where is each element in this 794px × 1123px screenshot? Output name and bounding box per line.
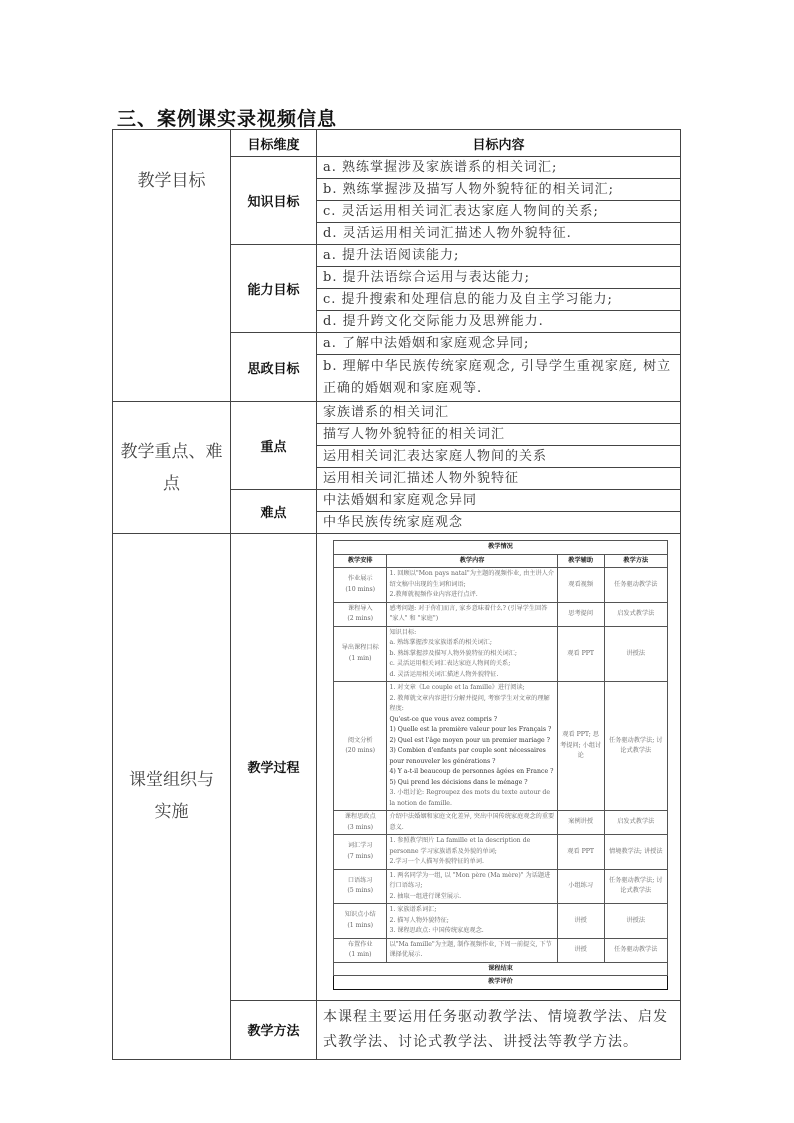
content-line: a. 熟练掌握涉及家族谱系的相关词汇; (389, 639, 492, 646)
process-row-item (334, 938, 668, 962)
content-line: 2.学习一个人描写外貌特征的单词. (389, 858, 484, 865)
arrangement-name: 阅文分析 (347, 736, 373, 744)
arrangement-time: (1 min) (348, 951, 372, 958)
teaching-evaluation: 教学评价 (334, 976, 668, 990)
content-line: 1. 对文章《Le couple et la famille》进行阅读; (389, 684, 525, 691)
header-dimension: 目标维度 (231, 130, 317, 157)
arrangement-time: (7 mins) (347, 852, 374, 860)
goal-item: a. 提升法语阅读能力; (317, 245, 681, 267)
aid-cell: 观看视频 (557, 568, 604, 603)
process-row-item (334, 904, 668, 939)
process-title-row (334, 541, 668, 555)
content-line: d. 灵活运用相关词汇描述人物外貌特征. (389, 670, 499, 678)
footer-row (334, 962, 668, 976)
arrangement-name: 导出课程目标 (341, 644, 379, 652)
goal-item: c. 提升搜索和处理信息的能力及自主学习能力; (317, 289, 681, 311)
content-cell (387, 682, 557, 811)
goal-dimension: 知识目标 (231, 157, 317, 245)
goal-item: b. 提升法语综合运用与表达能力; (317, 267, 681, 289)
content-line: 2. 抽取一组进行课堂展示. (389, 892, 462, 900)
key-points-label: 教学重点、难点 (113, 402, 231, 534)
content-line: 感考问题: 对于你们而言, 家乡意味着什么? (引导学生回答 "家人" 和 "家庭") (389, 604, 548, 622)
content-cell (387, 811, 557, 835)
goal-item: a. 熟练掌握涉及家族谱系的相关词汇; (317, 157, 681, 179)
aid-cell: 案例讲授 (557, 811, 604, 835)
content-line: 1) Quelle est la première valeur pour les Français ? (389, 726, 552, 733)
method-cell: 讲授法 (604, 904, 667, 939)
aid-cell: 观看 PPT; 思考提问; 小组讨论 (557, 682, 604, 811)
arrangement-cell (334, 869, 387, 904)
process-row-item (334, 811, 668, 835)
process-table (333, 540, 668, 990)
content-line: 4) Y a-t-il beaucoup de personnes âgées en France ? (389, 768, 554, 775)
footer-row (334, 976, 668, 990)
process-row-item (334, 568, 668, 603)
arrangement-name: 口语练习 (347, 876, 373, 884)
content-cell (387, 869, 557, 904)
content-line: b. 熟练掌握涉及描写人物外貌特征的相关词汇; (389, 649, 517, 657)
goals-label-cell (113, 130, 231, 157)
content-line: 1. 参照教学图片 La famille et la description de personne 学习家族谱系及外貌的单词; (389, 837, 531, 855)
goal-item: d. 灵活运用相关词汇描述人物外貌特征. (317, 223, 681, 245)
arrangement-cell (334, 938, 387, 962)
arrangement-name: 作业展示 (347, 575, 373, 583)
arrangement-cell (334, 602, 387, 626)
keypoint-item: 中华民族传统家庭观念 (317, 512, 681, 534)
method-cell: 启发式教学法 (604, 811, 667, 835)
keypoint-item: 运用相关词汇表达家庭人物间的关系 (317, 446, 681, 468)
aid-cell: 思考提问 (557, 602, 604, 626)
content-line: 2. 教师就文章内容进行分解并提问, 考察学生对文章的理解程度: (389, 694, 550, 712)
keypoint-item: 家族谱系的相关词汇 (317, 402, 681, 424)
keypoint-item: 描写人物外貌特征的相关词汇 (317, 424, 681, 446)
aid-cell: 观看 PPT (557, 626, 604, 682)
arrangement-time: (3 mins) (347, 823, 374, 831)
process-column-header: 教学内容 (387, 554, 557, 568)
content-line: 3. 课程思政点: 中国传统家庭观念. (389, 927, 484, 934)
content-line: 1. 回顾以"Mon pays natal"为主题的视频作业, 由主讲人介绍文稿中出现的生词和词语; (389, 570, 555, 588)
content-line: 5) Qui prend les décisions dans le ménage ? (389, 778, 528, 786)
classroom-label: 课堂组织与实施 (113, 534, 231, 1060)
aid-cell: 讲授 (557, 904, 604, 939)
content-cell (387, 904, 557, 939)
course-end: 课程结束 (334, 962, 668, 976)
keypoint-dimension: 难点 (231, 490, 317, 534)
process-header-row (334, 554, 668, 568)
goal-item: d. 提升跨文化交际能力及思辨能力. (317, 311, 681, 333)
process-column-header: 教学方法 (604, 554, 667, 568)
arrangement-cell (334, 682, 387, 811)
aid-cell: 观看 PPT (557, 835, 604, 870)
keypoint-dimension: 重点 (231, 402, 317, 490)
header-content: 目标内容 (317, 130, 681, 157)
arrangement-name: 课程导入 (347, 604, 373, 612)
content-line: 2.教师就视频作业内容进行点评. (389, 591, 478, 598)
goal-item: a. 了解中法婚姻和家庭观念异同; (317, 333, 681, 355)
arrangement-name: 课程思政点 (344, 813, 376, 820)
process-row-item (334, 869, 668, 904)
content-line: 介绍中法婚姻和家庭文化差异, 突出中国传统家庭观念的重要意义. (389, 813, 555, 831)
process-row-item (334, 682, 668, 811)
process-column-header: 教学安排 (334, 554, 387, 568)
method-cell: 任务驱动教学法 (604, 938, 667, 962)
arrangement-time: (10 mins) (345, 585, 376, 593)
case-info-table (112, 129, 681, 1060)
keypoint-item: 运用相关词汇描述人物外貌特征 (317, 468, 681, 490)
content-line: c. 灵活运用相关词汇表达家庭人物间的关系; (389, 660, 511, 667)
arrangement-cell (334, 626, 387, 682)
content-line: 2) Quel est l'âge moyen pour un premier mariage ? (389, 736, 551, 744)
arrangement-time: (2 mins) (347, 615, 374, 622)
method-cell: 讲授法 (604, 626, 667, 682)
arrangement-name: 布置作业 (347, 940, 373, 948)
section-title: 三、案例课实录视频信息 (117, 108, 338, 130)
process-label: 教学过程 (231, 534, 317, 1001)
method-label: 教学方法 (231, 1000, 317, 1059)
goal-item: b. 熟练掌握涉及描写人物外貌特征的相关词汇; (317, 179, 681, 201)
method-cell: 任务驱动教学法 (604, 568, 667, 603)
content-line: 1. 家族谱系词汇; (389, 906, 437, 913)
content-cell (387, 626, 557, 682)
content-cell (387, 602, 557, 626)
goal-dimension: 思政目标 (231, 333, 317, 402)
content-line: 以"Ma famille"为主题, 制作视频作业, 下周一前提交, 下节课择优展示. (389, 940, 552, 958)
arrangement-time: (5 mins) (347, 887, 374, 895)
content-line: Qu'est-ce que vous avez compris ? (389, 715, 498, 723)
arrangement-time: (1 mins) (347, 921, 374, 929)
method-cell: 启发式教学法 (604, 602, 667, 626)
goal-item: c. 灵活运用相关词汇表达家庭人物间的关系; (317, 201, 681, 223)
goal-row (113, 157, 681, 179)
content-line: 1. 两名同学为一组, 以 "Mon père (Ma mère)" 为话题进行口语练习; (389, 871, 551, 889)
arrangement-time: (1 min) (348, 654, 372, 662)
method-cell: 任务驱动教学法; 讨论式教学法 (604, 682, 667, 811)
process-row-item (334, 835, 668, 870)
process-table-title: 教学情况 (334, 541, 668, 555)
aid-cell: 讲授 (557, 938, 604, 962)
header-row (113, 130, 681, 157)
arrangement-name: 知识点小结 (344, 911, 376, 919)
content-line: 2. 描写人物外貌特征; (389, 916, 449, 924)
method-cell: 任务驱动教学法; 讨论式教学法 (604, 869, 667, 904)
goal-dimension: 能力目标 (231, 245, 317, 333)
process-row-item (334, 626, 668, 682)
arrangement-cell (334, 904, 387, 939)
teaching-goals-label: 教学目标 (113, 157, 231, 402)
arrangement-cell (334, 811, 387, 835)
arrangement-time: (20 mins) (345, 747, 376, 754)
content-line: 知识目标: (389, 628, 417, 636)
keypoint-item: 中法婚姻和家庭观念异同 (317, 490, 681, 512)
content-cell (387, 835, 557, 870)
arrangement-cell (334, 835, 387, 870)
process-row-item (334, 602, 668, 626)
content-line: 3) Combien d'enfants par couple sont nécessaires pour renouveler les générations ? (389, 747, 546, 765)
process-table-cell (317, 534, 681, 1001)
aid-cell: 小组练习 (557, 869, 604, 904)
method-cell: 情境教学法; 讲授法 (604, 835, 667, 870)
process-row (113, 534, 681, 1001)
process-column-header: 教学辅助 (557, 554, 604, 568)
keypoint-row (113, 402, 681, 424)
content-cell (387, 568, 557, 603)
content-cell (387, 938, 557, 962)
content-line: 3. 小组讨论: Regroupez des mots du texte autour de la notion de famille. (389, 789, 550, 807)
arrangement-cell (334, 568, 387, 603)
goal-item: b. 理解中华民族传统家庭观念, 引导学生重视家庭, 树立正确的婚姻观和家庭观等. (317, 355, 681, 402)
method-text: 本课程主要运用任务驱动教学法、情境教学法、启发式教学法、讨论式教学法、讲授法等教学方法。 (317, 1000, 681, 1059)
arrangement-name: 词汇学习 (347, 842, 373, 850)
